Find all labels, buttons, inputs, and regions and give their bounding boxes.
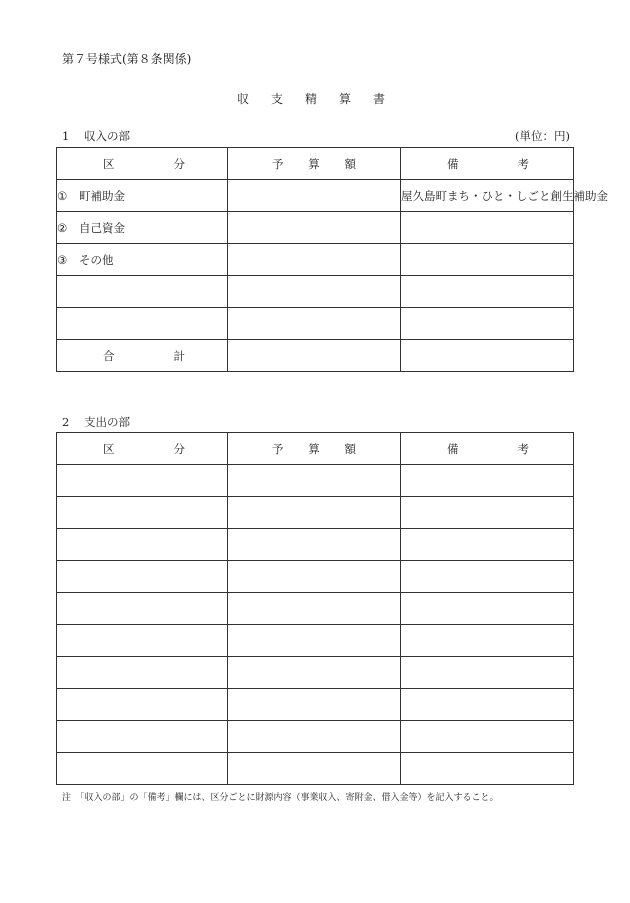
- expense-remarks-cell[interactable]: [401, 561, 574, 593]
- table-row: [57, 497, 574, 529]
- expense-header-row: [57, 433, 574, 465]
- income-section-heading: [62, 128, 130, 144]
- table-row: [57, 593, 574, 625]
- income-section-label: 収入の部: [84, 129, 130, 143]
- expense-category-cell[interactable]: [57, 753, 228, 785]
- form-number: 第７号様式(第８条関係): [62, 52, 192, 66]
- total-amount-cell[interactable]: [228, 340, 401, 372]
- table-row: [57, 276, 574, 308]
- table-row: [57, 529, 574, 561]
- expense-category-cell[interactable]: [57, 657, 228, 689]
- expense-category-cell[interactable]: [57, 625, 228, 657]
- expense-remarks-cell[interactable]: [401, 657, 574, 689]
- income-amount-cell[interactable]: [228, 244, 401, 276]
- income-amount-cell[interactable]: [228, 212, 401, 244]
- expense-table: [56, 432, 574, 785]
- expense-category-cell[interactable]: [57, 465, 228, 497]
- expense-amount-cell[interactable]: [228, 753, 401, 785]
- income-section-number: 1: [62, 129, 70, 143]
- income-amount-cell[interactable]: [228, 308, 401, 340]
- income-row-label[interactable]: [57, 308, 228, 340]
- income-row-label: ② 自己資金: [57, 212, 228, 244]
- table-row: [57, 689, 574, 721]
- expense-category-cell[interactable]: [57, 529, 228, 561]
- expense-amount-cell[interactable]: [228, 657, 401, 689]
- income-remarks-cell[interactable]: [401, 244, 574, 276]
- header-remarks: 備 考: [401, 148, 574, 180]
- header-budget: 予 算 額: [228, 148, 401, 180]
- expense-remarks-cell[interactable]: [401, 689, 574, 721]
- expense-remarks-cell[interactable]: [401, 721, 574, 753]
- table-row: [57, 465, 574, 497]
- document-title: 収支精算書: [236, 92, 407, 106]
- unit-label: (単位：円): [515, 129, 570, 143]
- expense-category-cell[interactable]: [57, 593, 228, 625]
- expense-remarks-cell[interactable]: [401, 497, 574, 529]
- table-row: [57, 561, 574, 593]
- expense-amount-cell[interactable]: [228, 625, 401, 657]
- table-row: [57, 212, 574, 244]
- expense-amount-cell[interactable]: [228, 561, 401, 593]
- expense-remarks-cell[interactable]: [401, 529, 574, 561]
- income-amount-cell[interactable]: [228, 276, 401, 308]
- table-row: [57, 625, 574, 657]
- expense-category-cell[interactable]: [57, 497, 228, 529]
- expense-category-cell[interactable]: [57, 561, 228, 593]
- expense-amount-cell[interactable]: [228, 593, 401, 625]
- income-remarks-cell[interactable]: [401, 212, 574, 244]
- table-row: [57, 657, 574, 689]
- expense-category-cell[interactable]: [57, 689, 228, 721]
- expense-remarks-cell[interactable]: [401, 465, 574, 497]
- expense-amount-cell[interactable]: [228, 465, 401, 497]
- income-remarks-cell[interactable]: [401, 276, 574, 308]
- income-row-label[interactable]: [57, 276, 228, 308]
- table-row: [57, 753, 574, 785]
- income-row-label: ① 町補助金: [57, 180, 228, 212]
- income-remarks-cell[interactable]: [401, 308, 574, 340]
- expense-section-label: 支出の部: [84, 415, 130, 429]
- income-amount-cell[interactable]: [228, 180, 401, 212]
- income-total-row: [57, 340, 574, 372]
- header-budget: 予 算 額: [228, 433, 401, 465]
- expense-remarks-cell[interactable]: [401, 593, 574, 625]
- table-row: [57, 308, 574, 340]
- expense-category-cell[interactable]: [57, 721, 228, 753]
- header-category: 区 分: [57, 148, 228, 180]
- expense-section-heading: [62, 414, 130, 430]
- header-remarks: 備 考: [401, 433, 574, 465]
- total-remarks-cell[interactable]: [401, 340, 574, 372]
- expense-amount-cell[interactable]: [228, 721, 401, 753]
- expense-remarks-cell[interactable]: [401, 625, 574, 657]
- expense-amount-cell[interactable]: [228, 497, 401, 529]
- income-remarks-cell[interactable]: 屋久島町まち・ひと・しごと創生補助金: [401, 180, 574, 212]
- header-category: 区 分: [57, 433, 228, 465]
- total-label: 合 計: [57, 340, 228, 372]
- expense-section-number: 2: [62, 415, 70, 429]
- income-row-label: ③ その他: [57, 244, 228, 276]
- footnote: 注 「収入の部」の「備考」欄には、区分ごとに財源内容（事業収入、寄附金、借入金等）を記入すること。: [62, 793, 499, 803]
- table-row: [57, 244, 574, 276]
- expense-amount-cell[interactable]: [228, 689, 401, 721]
- income-table: [56, 147, 608, 372]
- expense-amount-cell[interactable]: [228, 529, 401, 561]
- table-row: [57, 180, 574, 212]
- table-row: [57, 721, 574, 753]
- expense-remarks-cell[interactable]: [401, 753, 574, 785]
- income-header-row: [57, 148, 574, 180]
